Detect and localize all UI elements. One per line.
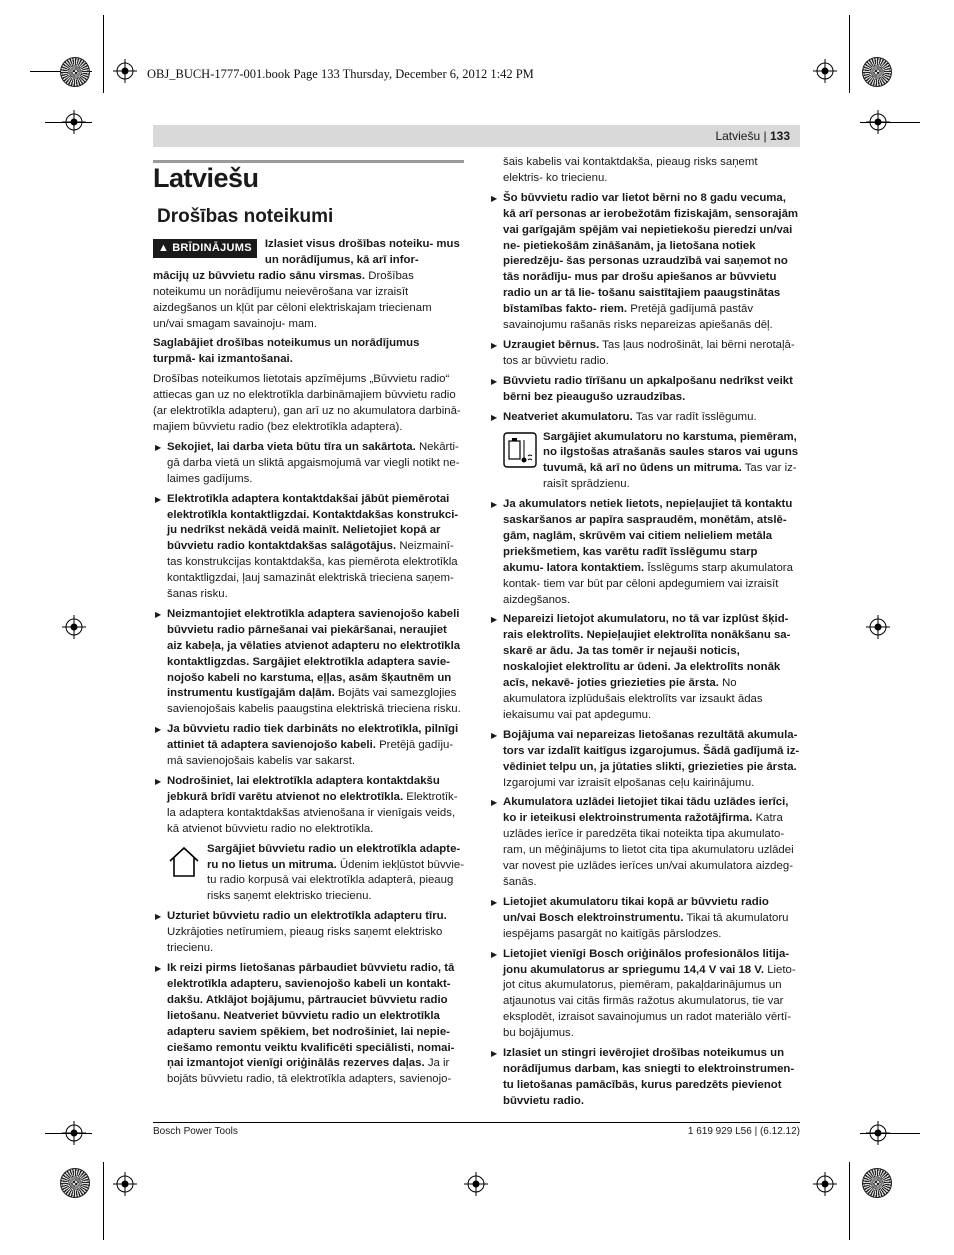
left-column (153, 237, 464, 1092)
footer-rule (153, 1122, 800, 1123)
item-text: Ja ir bojāts būvvietu radio, tā elektrotīkla adapters, savienojo- (167, 1057, 452, 1086)
battery-note (489, 430, 800, 494)
item-bold: Elektrotīkla adaptera kontaktdakšai jābūt piemērotai elektrotīkla kontaktligzdai. Kontaktdakšas konstrukci- ju nedrīkst nekādā veidā mainīt. Nelietojiet kopā ar būvvietu radio kontaktdakšas salāgotājus. (167, 492, 459, 553)
item-bold: Nodrošiniet, lai elektrotīkla adaptera kontaktdakšu jebkurā brīdī varētu atvienot no elektrotīkla. (167, 775, 440, 803)
color-bar-icon (862, 57, 892, 87)
list-item (489, 947, 800, 1042)
list-item (489, 338, 800, 370)
item-bold: Nepareizi lietojot akumulatoru, no tā var izplūst šķid- rais elektrolīts. Nepieļaujiet elektrolīta nonākšanu sa- skarē ar ādu. Ja tas tomēr ir nejauši noticis, noskalojiet elektrolītu ar ūdeni. Ja elektrolīts nonāk acīs, nekavē- joties griezieties pie ārsta. (503, 613, 791, 690)
warning-bold-text: Izlasiet visus drošības noteiku- mus un norādījumus, kā arī infor- (264, 238, 460, 266)
warning-text: Drošības noteikumu un norādījumu neievērošana var izraisīt aizdegšanos un kļūt par cēloni elektriskajam triecienam un/vai smagam savainoju- mam. (153, 269, 432, 330)
continued-text: šais kabelis vai kontaktdakša, pieaug risks saņemt elektris- ko triecienu. (503, 156, 758, 184)
item-bold: Lietojiet akumulatoru tikai kopā ar būvvietu radio un/vai Bosch elektroinstrumentu. (503, 895, 769, 924)
item-bold: Neatveriet akumulatoru. (503, 410, 633, 423)
item-bold: Uzraugiet bērnus. (503, 338, 600, 351)
item-text: Bojāts vai samezglojies savienojošais kabelis paaugstina elektriskā trieciena risku. (167, 687, 461, 716)
list-item (153, 774, 464, 838)
item-bold: Izlasiet un stingri ievērojiet drošības noteikumus un norādījumus darbam, kas sniegti to elektroinstrumen- tu lietošanas pamācībās, kurus paredzēts pievienot būvvietu radio. (503, 1047, 795, 1107)
header-separator: | (763, 129, 767, 143)
footer-doc-number: 1 619 929 L56 | (6.12.12) (687, 1126, 800, 1137)
warning-badge-label: BRĪDINĀJUMS (172, 242, 252, 254)
list-item (153, 492, 464, 603)
item-bold: Akumulatora uzlādei lietojiet tikai tādu uzlādes ierīci, ko ir ieteikusi elektroinstrumenta ražotājfirma. (503, 796, 789, 825)
list-item (153, 909, 464, 957)
list-item (153, 722, 464, 770)
item-bold: Lietojiet vienīgi Bosch oriģinālos profesionālos litija- jonu akumulatorus ar spriegumu 14,4 V vai 18 V. (503, 947, 790, 976)
list-item (489, 497, 800, 608)
warning-bold-text-2: mācijų uz būvvietu radio sānu virsmas. (153, 269, 366, 282)
registration-mark-icon (62, 1121, 86, 1145)
page-number: 133 (769, 129, 790, 143)
registration-mark-icon (113, 1172, 137, 1196)
list-item (489, 895, 800, 943)
battery-heat-warning-icon (503, 432, 537, 468)
list-item (153, 607, 464, 718)
crop-mark-top-left-v (103, 15, 104, 93)
item-text: Katra uzlādes ierīce ir paredzēta tikai noteikta tipa akumulato- ram, un mēģinājums to lietot cita tipa akumulatoru uzlādei var novest pie uzlādes ierīces un/vai akumulatora aizdeg- šanās. (503, 812, 794, 888)
warning-badge (153, 239, 257, 258)
item-bold: Uzturiet būvvietu radio un elektrotīkla adapteru tīru. (167, 910, 447, 923)
item-text: Lieto- jot citus akumulatorus, piemēram, pakaļdarinājumus un atjaunotus vai citās firmās ražotus akumulatorus, tie var eksplodēt, izraisot savainojumus un radot materiālo vērtī- bu bojājumus. (503, 963, 796, 1040)
list-item (153, 440, 464, 488)
item-bold: Sekojiet, lai darba vieta būtu tīra un sakārtota. (167, 440, 416, 453)
list-item (489, 410, 800, 426)
item-text: Nekārti- gā darba vietā un sliktā apgaismojumā var viegli notikt ne- laimes gadījums. (167, 440, 460, 485)
section-title: Drošības noteikumi (157, 206, 334, 227)
item-bold: Bojājuma vai nepareizas lietošanas rezultātā akumula- tors var izdalīt kaitīgus izgarojumus. Šādā gadījumā iz- vēdiniet telpu un, ja jūtaties slikti, griezieties pie ārsta. (503, 728, 800, 773)
term-definition: Drošības noteikumos lietotais apzīmējums „Būvvietu radio“ attiecas gan uz no elektrotīkla darbināmajiem būvvietu radio (ar elektrotīkla adapteru), gan arī uz no akumulatora darbinā- majiem būvvietu radio (bez elektrotīkla adaptera). (153, 373, 461, 433)
list-item (489, 728, 800, 792)
header-language: Latviešu (715, 129, 761, 143)
print-meta-line: OBJ_BUCH-1777-001.book Page 133 Thursday, December 6, 2012 1:42 PM (147, 67, 534, 81)
registration-mark-icon (866, 110, 890, 134)
right-column (489, 155, 800, 1114)
registration-mark-icon (113, 59, 137, 83)
registration-mark-icon (62, 615, 86, 639)
footer-brand: Bosch Power Tools (153, 1126, 238, 1137)
item-bold: Šo būvvietu radio var lietot bērni no 8 gadu vecuma, kā arī personas ar ierobežotām fiziskajām, sensorajām vai garīgajām spējām vai nepietiekošu pieredzi un/vai ne- pietiekošām zināšanām, ja lietošana notiek pieredzēju- šas personas uzraudzībā vai saņemot no tās norādīju- mus par drošu apiešanos ar būvvietu radio un ar tā lie- tošanu saistītajiem paaugstinātas bīstamības fakto- riem. (503, 191, 799, 316)
registration-mark-icon (866, 615, 890, 639)
item-text: Tas var radīt īsslēgumu. (632, 410, 757, 423)
registration-mark-icon (866, 1121, 890, 1145)
house-note (153, 842, 464, 906)
crop-mark-top-right-v (849, 15, 850, 93)
crop-mark-bottom-left-v (103, 1162, 104, 1240)
note-bold: Sargājiet akumulatoru no karstuma, piemēram, no ilgstošas atrašanās saules staros vai uguns tuvumā, kā arī no ūdens un mitruma. (543, 430, 799, 475)
registration-mark-icon (813, 59, 837, 83)
list-item (153, 961, 464, 1088)
warning-triangle-icon: ▲ (158, 242, 170, 254)
item-text: Pretējā gadījumā pastāv savainojumu rašanās risks nepareizas apiešanās dēļ. (503, 303, 773, 332)
item-text: Elektrotīk- la adaptera kontaktdakšas atvienošana ir vienīgais veids, kā atvienot būvvietu radio no elektrotīkla. (167, 790, 458, 835)
warning-block (153, 237, 464, 332)
note-bold: Sargājiet būvvietu radio un elektrotīkla adapte- ru no lietus un mitruma. (207, 842, 461, 871)
crop-mark-bottom-right-v (849, 1162, 850, 1240)
color-bar-icon (60, 57, 90, 87)
list-item (489, 374, 800, 406)
page-header-text (715, 129, 790, 143)
item-bold: Ja akumulators netiek lietots, nepieļaujiet tā kontaktu saskaršanos ar papīra saspraudēm, monētām, atslē- gām, naglām, skrūvēm vai citiem nelieliem metāla priekšmetiem, kas varētu radīt īsslēgumu starp akumu- latora kontaktiem. (503, 498, 793, 574)
note-text: Ūdenim iekļūstot būvvie- tu radio korpusā vai elektrotīkla adapterā, pieaug risks saņemt elektrisko triecienu. (207, 858, 464, 903)
color-bar-icon (60, 1168, 90, 1198)
page-title: Latviešu (153, 163, 259, 193)
item-text: No akumulatora izplūdušais elektrolīts var izsaukt ādas iekaisumu vai pat apdegumu. (503, 677, 763, 721)
list-item (489, 191, 800, 334)
list-item (489, 612, 800, 723)
page-header-bar (153, 125, 800, 147)
item-text: Pretējā gadīju- mā savienojošais kabelis var sakarst. (167, 739, 454, 768)
item-bold: Neizmantojiet elektrotīkla adaptera savienojošo kabeli būvvietu radio pārnešanai vai piekāršanai, neraujiet aiz kabeļa, ja vēlaties atvienot adapteru no elektrotīkla kontaktligzdas. Sargājiet elektrotīkla adaptera savie- nojošo kabeli no karstuma, eļļas, asām šķautnēm un instrumentu kustīgajām daļām. (167, 607, 461, 700)
item-bold: Būvvietu radio tīrīšanu un apkalpošanu nedrīkst veikt bērni bez pieaugušo uzraudzības. (503, 374, 793, 403)
registration-mark-icon (464, 1172, 488, 1196)
item-text: Īsslēgums starp akumulatora kontak- tiem var būt par cēloni apdegumiem vai izraisīt aizdegšanos. (503, 561, 793, 606)
list-item (489, 1046, 800, 1110)
item-bold: Ik reizi pirms lietošanas pārbaudiet būvvietu radio, tā elektrotīkla adapteru, savienojošo kabeli un kontakt- dakšu. Atklājot bojājumu, pārtrauciet būvvietu radio lietošanu. Neatveriet būvvietu radio un elektrotīkla adapteru saviem spēkiem, bet nodrošiniet, lai nepie- ciešamo remontu veiktu kvalificēti speciālisti, nomai- ņai izmantojot vienīgi oriģinālās rezerves daļas. (167, 961, 455, 1070)
save-instructions: Saglabājiet drošības noteikumus un norādījumus turpmā- kai izmantošanai. (153, 337, 420, 366)
item-bold: Ja būvvietu radio tiek darbināts no elektrotīkla, pilnīgi attiniet tā adaptera savienojošo kabeli. (167, 723, 459, 752)
note-text: Tas var iz- raisīt sprādzienu. (543, 462, 797, 491)
item-text: Tikai tā akumulatoru iespējams pasargāt no kaitīgās pārslodzes. (503, 911, 789, 940)
item-text: Uzkrājoties netīrumiem, pieaug risks saņemt elektrisko triecienu. (167, 926, 443, 955)
item-text: Neizmainī- tas konstrukcijas kontaktdakša, kas piemērota elektrotīkla kontaktligzdai, ļauj samazināt elektriskā trieciena saņem- šanas risku. (167, 540, 458, 601)
item-text: Izgarojumi var izraisīt elpošanas ceļu kairinājumu. (503, 776, 755, 789)
color-bar-icon (862, 1168, 892, 1198)
registration-mark-icon (62, 110, 86, 134)
house-indoor-use-icon (167, 844, 201, 880)
registration-mark-icon (813, 1172, 837, 1196)
item-text: Tas ļaus nodrošināt, lai bērni nerotaļā- tos ar būvvietu radio. (503, 338, 795, 367)
list-item (489, 795, 800, 890)
